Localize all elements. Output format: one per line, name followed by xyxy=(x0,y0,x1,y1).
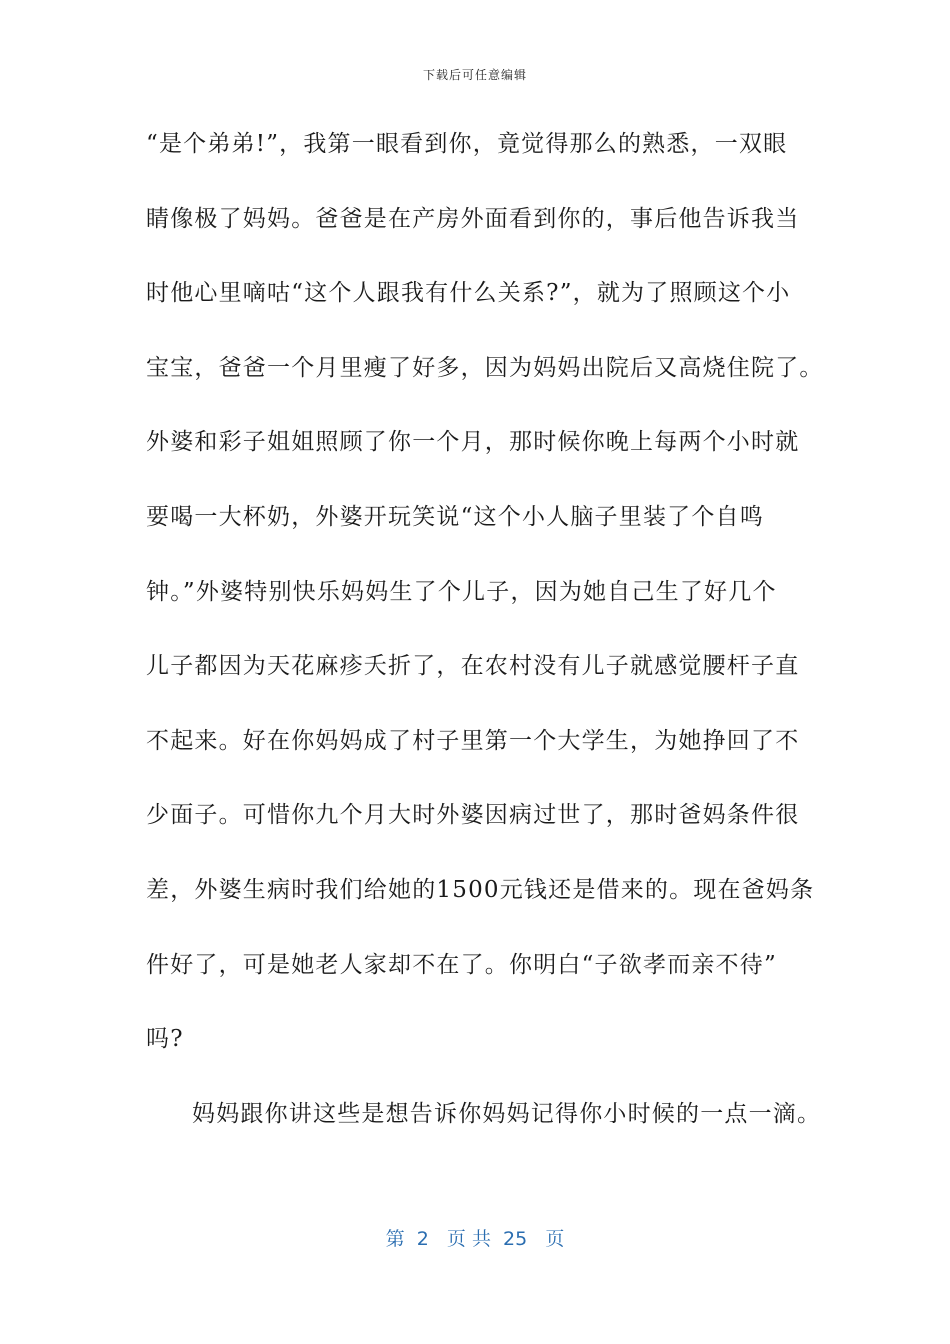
text-line: 儿子都因为天花麻疹夭折了，在农村没有儿子就感觉腰杆子直 xyxy=(146,653,800,680)
text-line: 睛像极了妈妈。爸爸是在产房外面看到你的，事后他告诉我当 xyxy=(146,205,800,232)
text-line: 外婆和彩子姐姐照顾了你一个月，那时候你晚上每两个小时就 xyxy=(146,429,800,456)
page-header-note: 下载后可任意编辑 xyxy=(422,68,527,82)
text-line: 吗? xyxy=(146,1026,184,1053)
text-line: 少面子。可惜你九个月大时外婆因病过世了，那时爸妈条件很 xyxy=(146,802,800,829)
text-line: 要喝一大杯奶，外婆开玩笑说“这个小人脑子里装了个自鸣 xyxy=(146,503,764,530)
text-line: 时他心里嘀咕“这个人跟我有什么关系?”，就为了照顾这个小 xyxy=(146,280,791,307)
text-line: 不起来。好在你妈妈成了村子里第一个大学生，为她挣回了不 xyxy=(146,727,800,754)
text-line: 件好了，可是她老人家却不在了。你明白“子欲孝而亲不待” xyxy=(146,951,777,978)
text-line: “是个弟弟!”，我第一眼看到你，竟觉得那么的熟悉，一双眼 xyxy=(146,131,788,157)
text-line: 差，外婆生病时我们给她的1500元钱还是借来的。现在爸妈条 xyxy=(146,876,815,903)
text-line: 宝宝，爸爸一个月里瘦了好多，因为妈妈出院后又高烧住院了。 xyxy=(146,354,824,381)
document-body xyxy=(146,122,826,1166)
paragraph-first-line: 妈妈跟你讲这些是想告诉你妈妈记得你小时候的一点一滴。 xyxy=(192,1100,822,1127)
text-line: 钟。”外婆特别快乐妈妈生了个儿子，因为她自己生了好几个 xyxy=(146,578,777,605)
page-number-footer: 第 2 页 共 25 页 xyxy=(385,1228,565,1250)
